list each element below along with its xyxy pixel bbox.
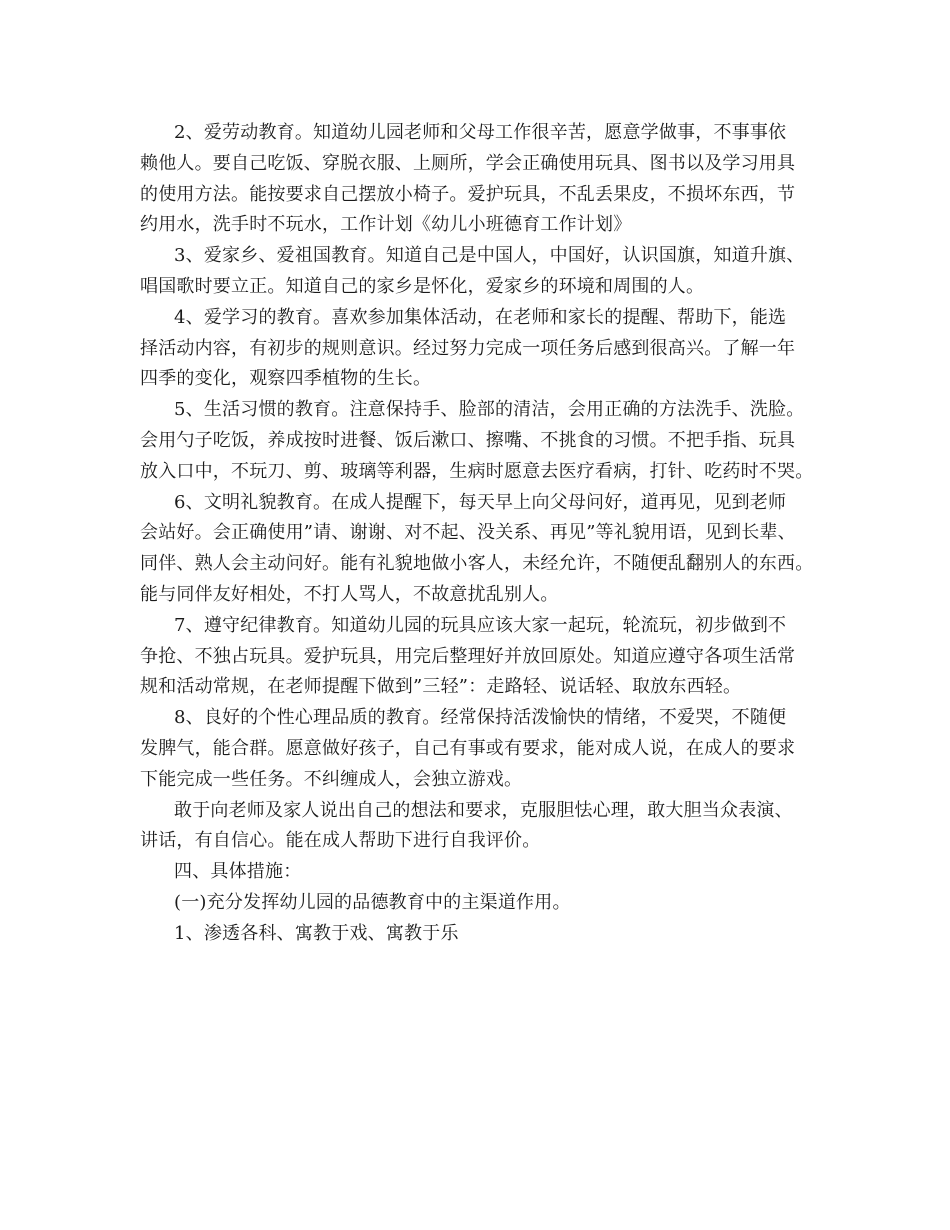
text-line: 唱国歌时要立正。知道自己的家乡是怀化，爱家乡的环境和周围的人。 xyxy=(140,275,705,297)
text-line: 能与同伴友好相处，不打人骂人，不故意扰乱别人。 xyxy=(140,583,559,605)
text-line: 讲话，有自信心。能在成人帮助下进行自我评价。 xyxy=(140,830,541,852)
text-line: 四季的变化，观察四季植物的生长。 xyxy=(140,368,432,390)
text-line: 6、文明礼貌教育。在成人提醒下，每天早上向父母问好，道再见，见到老师 xyxy=(174,491,787,513)
text-line: 下能完成一些任务。不纠缠成人，会独立游戏。 xyxy=(140,768,523,790)
text-line: 2、爱劳动教育。知道幼儿园老师和父母工作很辛苦，愿意学做事，不事事依 xyxy=(174,122,787,143)
text-line: 的使用方法。能按要求自己摆放小椅子。爱护玩具，不乱丢果皮，不损坏东西，节 xyxy=(140,183,796,205)
section-heading: 四、具体措施： xyxy=(174,861,302,883)
text-line: 5、生活习惯的教育。注意保持手、脸部的清洁，会用正确的方法洗手、洗脸。 xyxy=(174,399,805,421)
list-item-heading: 1、渗透各科、寓教于戏、寓教于乐 xyxy=(174,922,459,944)
text-line: 赖他人。要自己吃饭、穿脱衣服、上厕所，学会正确使用玩具、图书以及学习用具 xyxy=(140,152,796,174)
text-line: 4、爱学习的教育。喜欢参加集体活动，在老师和家长的提醒、帮助下，能选 xyxy=(174,306,787,328)
text-line: 3、爱家乡、爱祖国教育。知道自己是中国人，中国好，认识国旗，知道升旗、 xyxy=(174,245,805,267)
text-line: 规和活动常规，在老师提醒下做到”三轻”：走路轻、说话轻、取放东西轻。 xyxy=(140,676,742,698)
text-line: 同伴、熟人会主动问好。能有礼貌地做小客人，未经允许，不随便乱翻别人的东西。 xyxy=(140,553,814,575)
text-line: 敢于向老师及家人说出自己的想法和要求，克服胆怯心理，敢大胆当众表演、 xyxy=(174,799,793,821)
subsection-heading: (一)充分发挥幼儿园的品德教育中的主渠道作用。 xyxy=(174,891,571,913)
text-line: 8、良好的个性心理品质的教育。经常保持活泼愉快的情绪，不爱哭，不随便 xyxy=(174,707,787,729)
document-body xyxy=(140,118,820,950)
text-line: 放入口中，不玩刀、剪、玻璃等利器，生病时愿意去医疗看病，打针、吃药时不哭。 xyxy=(140,460,814,482)
text-line: 约用水，洗手时不玩水，工作计划《幼儿小班德育工作计划》 xyxy=(140,214,632,236)
text-line: 发脾气，能合群。愿意做好孩子，自己有事或有要求，能对成人说，在成人的要求 xyxy=(140,737,796,759)
text-line: 会用勺子吃饭，养成按时进餐、饭后漱口、擦嘴、不挑食的习惯。不把手指、玩具 xyxy=(140,429,796,451)
text-line: 7、遵守纪律教育。知道幼儿园的玩具应该大家一起玩，轮流玩，初步做到不 xyxy=(174,614,787,636)
text-line: 会站好。会正确使用”请、谢谢、对不起、没关系、再见”等礼貌用语，见到长辈、 xyxy=(140,522,796,544)
text-line: 择活动内容，有初步的规则意识。经过努力完成一项任务后感到很高兴。了解一年 xyxy=(140,337,796,359)
text-line: 争抢、不独占玩具。爱护玩具，用完后整理好并放回原处。知道应遵守各项生活常 xyxy=(140,645,796,667)
